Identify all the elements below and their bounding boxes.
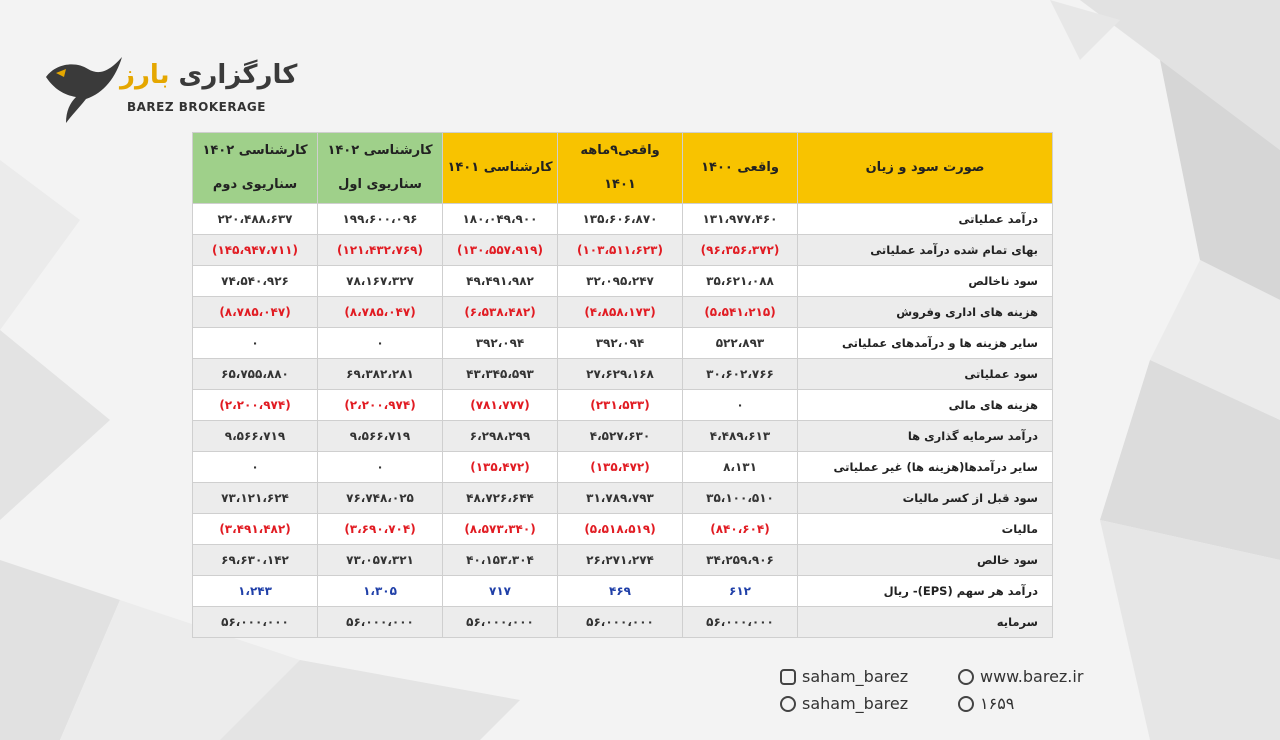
table-row [193, 266, 1053, 297]
website-link[interactable]: www.barez.ir [958, 667, 1083, 686]
cell-value: ۴،۵۲۷،۶۳۰ [558, 421, 683, 452]
cell-value: ۶۱۲ [683, 576, 798, 607]
table-row [193, 390, 1053, 421]
phone-icon [958, 696, 974, 712]
telegram-icon [780, 696, 796, 712]
cell-value: (۸،۵۷۳،۳۴۰) [443, 514, 558, 545]
cell-value: ۷۳،۱۲۱،۶۲۴ [193, 483, 318, 514]
cell-value: ۳۲،۰۹۵،۲۴۷ [558, 266, 683, 297]
cell-value: (۶،۵۳۸،۴۸۲) [443, 297, 558, 328]
telegram-handle[interactable]: saham_barez [780, 694, 908, 713]
row-label: هزینه های مالی [798, 390, 1053, 421]
cell-value: (۵،۵۱۸،۵۱۹) [558, 514, 683, 545]
cell-value: (۸،۷۸۵،۰۴۷) [318, 297, 443, 328]
cell-value: (۹۶،۳۵۶،۳۷۲) [683, 235, 798, 266]
cell-value: (۱۳۰،۵۵۷،۹۱۹) [443, 235, 558, 266]
cell-value: ۴۰،۱۵۳،۳۰۴ [443, 545, 558, 576]
cell-value: ۷۳،۰۵۷،۳۲۱ [318, 545, 443, 576]
cell-value: ۰ [318, 452, 443, 483]
header-col4: کارشناسی ۱۴۰۲ سناریوی اول [318, 133, 443, 204]
cell-value: ۳۰،۶۰۲،۷۶۶ [683, 359, 798, 390]
header-col1: واقعی ۱۴۰۰ [683, 133, 798, 204]
header-col5: کارشناسی ۱۴۰۲ سناریوی دوم [193, 133, 318, 204]
row-label: بهای تمام شده درآمد عملیاتی [798, 235, 1053, 266]
cell-value: (۲،۲۰۰،۹۷۴) [193, 390, 318, 421]
table-row [193, 328, 1053, 359]
header-col2: واقعی۹ماهه ۱۴۰۱ [558, 133, 683, 204]
cell-value: ۰ [193, 328, 318, 359]
row-label: سود عملیاتی [798, 359, 1053, 390]
cell-value: ۶۹،۶۳۰،۱۴۲ [193, 545, 318, 576]
table-row [193, 576, 1053, 607]
cell-value: ۵۶،۰۰۰،۰۰۰ [193, 607, 318, 638]
cell-value: ۴،۴۸۹،۶۱۳ [683, 421, 798, 452]
cell-value: ۲۲۰،۴۸۸،۶۳۷ [193, 204, 318, 235]
cell-value: ۷۸،۱۶۷،۳۲۷ [318, 266, 443, 297]
cell-value: ۵۶،۰۰۰،۰۰۰ [683, 607, 798, 638]
cell-value: ۳۵،۱۰۰،۵۱۰ [683, 483, 798, 514]
header-label: صورت سود و زیان [798, 133, 1053, 204]
cell-value: (۱۰۳،۵۱۱،۶۲۳) [558, 235, 683, 266]
cell-value: ۳۱،۷۸۹،۷۹۳ [558, 483, 683, 514]
cell-value: ۹،۵۶۶،۷۱۹ [318, 421, 443, 452]
cell-value: ۰ [318, 328, 443, 359]
row-label: سایر هزینه ها و درآمدهای عملیاتی [798, 328, 1053, 359]
row-label: سود ناخالص [798, 266, 1053, 297]
table-row [193, 545, 1053, 576]
table-row [193, 204, 1053, 235]
cell-value: ۳۵،۶۲۱،۰۸۸ [683, 266, 798, 297]
cell-value: ۶۹،۳۸۲،۲۸۱ [318, 359, 443, 390]
cell-value: (۸،۷۸۵،۰۴۷) [193, 297, 318, 328]
cell-value: ۸،۱۳۱ [683, 452, 798, 483]
row-label: درآمد سرمایه گذاری ها [798, 421, 1053, 452]
cell-value: ۵۶،۰۰۰،۰۰۰ [318, 607, 443, 638]
cell-value: ۰ [683, 390, 798, 421]
cell-value: ۷۶،۷۴۸،۰۲۵ [318, 483, 443, 514]
cell-value: ۱،۳۰۵ [318, 576, 443, 607]
table-row [193, 297, 1053, 328]
cell-value: ۱۸۰،۰۴۹،۹۰۰ [443, 204, 558, 235]
cell-value: ۱۳۵،۶۰۶،۸۷۰ [558, 204, 683, 235]
cell-value: ۰ [193, 452, 318, 483]
cell-value: (۱۴۵،۹۴۷،۷۱۱) [193, 235, 318, 266]
cell-value: ۵۲۲،۸۹۳ [683, 328, 798, 359]
brand-name-fa: کارگزاری بارز [120, 60, 298, 90]
row-label: سرمایه [798, 607, 1053, 638]
table-row [193, 421, 1053, 452]
table-row [193, 452, 1053, 483]
cell-value: (۲،۲۰۰،۹۷۴) [318, 390, 443, 421]
cell-value: (۵،۵۴۱،۲۱۵) [683, 297, 798, 328]
cell-value: ۳۹۲،۰۹۴ [558, 328, 683, 359]
row-label: هزینه های اداری وفروش [798, 297, 1053, 328]
cell-value: ۹،۵۶۶،۷۱۹ [193, 421, 318, 452]
row-label: درآمد عملیاتی [798, 204, 1053, 235]
cell-value: (۳،۶۹۰،۷۰۴) [318, 514, 443, 545]
cell-value: (۸۴۰،۶۰۴) [683, 514, 798, 545]
cell-value: (۲۳۱،۵۳۳) [558, 390, 683, 421]
header-col3: کارشناسی ۱۴۰۱ [443, 133, 558, 204]
cell-value: ۷۱۷ [443, 576, 558, 607]
cell-value: (۳،۴۹۱،۴۸۲) [193, 514, 318, 545]
phone-number[interactable]: ۱۶۵۹ [958, 694, 1014, 713]
cell-value: (۱۳۵،۴۷۲) [443, 452, 558, 483]
cell-value: ۲۶،۲۷۱،۲۷۴ [558, 545, 683, 576]
instagram-icon [780, 669, 796, 685]
cell-value: ۵۶،۰۰۰،۰۰۰ [443, 607, 558, 638]
row-label: سود خالص [798, 545, 1053, 576]
cell-value: ۴۹،۴۹۱،۹۸۲ [443, 266, 558, 297]
cell-value: (۴،۸۵۸،۱۷۳) [558, 297, 683, 328]
cell-value: ۶۵،۷۵۵،۸۸۰ [193, 359, 318, 390]
cell-value: ۱،۲۴۳ [193, 576, 318, 607]
cell-value: ۱۹۹،۶۰۰،۰۹۶ [318, 204, 443, 235]
instagram-handle[interactable]: saham_barez [780, 667, 908, 686]
cell-value: ۱۳۱،۹۷۷،۴۶۰ [683, 204, 798, 235]
cell-value: ۴۳،۳۴۵،۵۹۳ [443, 359, 558, 390]
table-row [193, 483, 1053, 514]
cell-value: (۱۳۵،۴۷۲) [558, 452, 683, 483]
cell-value: ۲۷،۶۲۹،۱۶۸ [558, 359, 683, 390]
cell-value: (۱۲۱،۴۳۲،۷۶۹) [318, 235, 443, 266]
row-label: درآمد هر سهم (EPS)- ریال [798, 576, 1053, 607]
cell-value: ۳۹۲،۰۹۴ [443, 328, 558, 359]
row-label: سود قبل از کسر مالیات [798, 483, 1053, 514]
table-row [193, 235, 1053, 266]
table-header-row [193, 133, 1053, 204]
globe-icon [958, 669, 974, 685]
income-statement-table [192, 132, 1053, 638]
cell-value: ۶،۲۹۸،۲۹۹ [443, 421, 558, 452]
table-row [193, 359, 1053, 390]
cell-value: ۳۴،۲۵۹،۹۰۶ [683, 545, 798, 576]
row-label: مالیات [798, 514, 1053, 545]
cell-value: (۷۸۱،۷۷۷) [443, 390, 558, 421]
table-row [193, 607, 1053, 638]
cell-value: ۴۶۹ [558, 576, 683, 607]
cell-value: ۵۶،۰۰۰،۰۰۰ [558, 607, 683, 638]
table-row [193, 514, 1053, 545]
cell-value: ۴۸،۷۲۶،۶۴۴ [443, 483, 558, 514]
cell-value: ۷۴،۵۴۰،۹۲۶ [193, 266, 318, 297]
brand-name-en: BAREZ BROKERAGE [127, 100, 266, 114]
row-label: سایر درآمدها(هزینه ها) غیر عملیاتی [798, 452, 1053, 483]
